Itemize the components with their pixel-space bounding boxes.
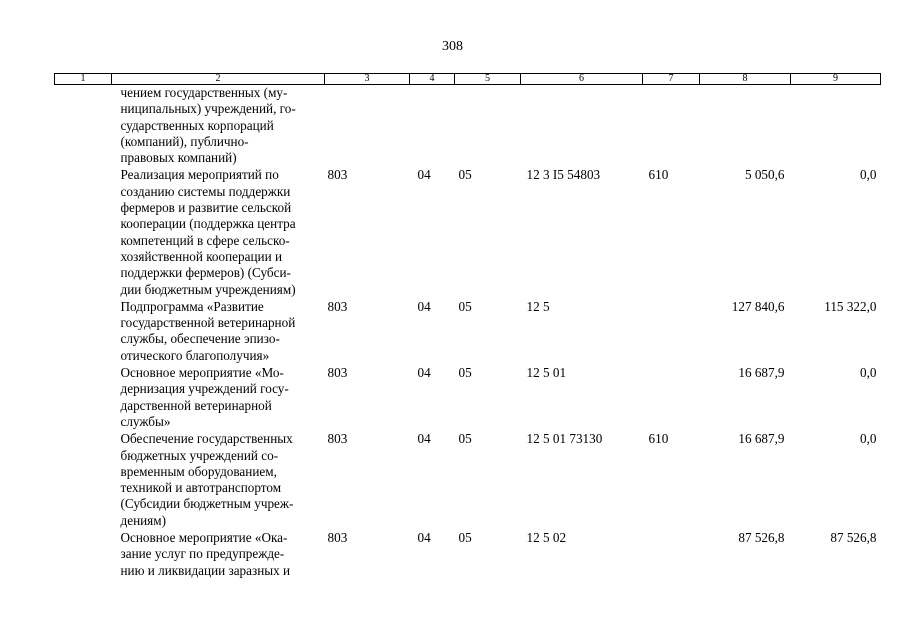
table-row — [55, 530, 881, 580]
table-body — [55, 85, 881, 580]
table-header — [55, 74, 881, 85]
item-name: Подпрограмма «Развитие государственной ветеринарной службы, обеспечение эпизо- отического благополучия» — [120, 298, 296, 363]
ministry-code: 803 — [327, 431, 348, 447]
item-name: Основное мероприятие «Ока- зание услуг по предупрежде- нию и ликвидации заразных и — [120, 530, 291, 578]
amount-year-1: 127 840,6 — [731, 298, 785, 314]
amount-year-2: 115 322,0 — [824, 298, 877, 314]
subsection-code: 05 — [458, 530, 472, 546]
ministry-code: 803 — [327, 365, 348, 381]
section-code — [410, 85, 455, 168]
row-number-cell — [55, 167, 112, 298]
row-number-cell — [55, 431, 112, 530]
amount-year-2: 0,0 — [860, 365, 877, 381]
subsection-code — [455, 85, 521, 168]
item-name: Основное мероприятие «Мо- дернизация учреждений госу- дарственной ветеринарной службы» — [120, 365, 289, 429]
amount-year-1: 5 050,6 — [744, 167, 785, 183]
item-name: Реализация мероприятий по созданию системы поддержки фермеров и развитие сельской кооперации (поддержка центра компетенций в сфере сельско- хозяйственной кооперации и поддержки фермеров) (Субси- дии бюджетным учреждениям) — [120, 167, 296, 297]
column-header: 4 — [410, 74, 455, 85]
expense-type-code: 610 — [648, 431, 669, 447]
expense-type-code: 610 — [648, 167, 669, 183]
row-number-cell — [55, 365, 112, 431]
table-row — [55, 167, 881, 298]
amount-year-2: 0,0 — [860, 167, 877, 183]
table-row — [55, 85, 881, 168]
column-header: 3 — [325, 74, 410, 85]
column-header: 6 — [521, 74, 643, 85]
table-row — [55, 299, 881, 365]
budget-table — [54, 73, 881, 580]
target-article-code: 12 5 02 — [526, 530, 567, 546]
column-header: 2 — [112, 74, 325, 85]
item-name: Обеспечение государственных бюджетных учреждений со- временным оборудованием, техникой и автотранспортом (Субсидии бюджетным учреж- дениям) — [120, 431, 294, 528]
expense-type-code — [643, 530, 700, 580]
target-article-code — [521, 85, 643, 168]
amount-year-1: 16 687,9 — [738, 365, 785, 381]
subsection-code: 05 — [458, 298, 472, 314]
item-name: чением государственных (му- ниципальных) учреждений, го- сударственных корпораций (компаний), публично- правовых компаний) — [120, 85, 296, 166]
column-header: 8 — [700, 74, 791, 85]
expense-type-code — [643, 365, 700, 431]
column-header: 1 — [55, 74, 112, 85]
ministry-code: 803 — [327, 167, 348, 183]
section-code: 04 — [417, 298, 431, 314]
column-header: 7 — [643, 74, 700, 85]
subsection-code: 05 — [458, 365, 472, 381]
amount-year-1: 87 526,8 — [738, 530, 785, 546]
target-article-code: 12 5 — [526, 298, 550, 314]
row-number-cell — [55, 530, 112, 580]
expense-type-code — [643, 85, 700, 168]
row-number-cell — [55, 299, 112, 365]
section-code: 04 — [417, 365, 431, 381]
amount-year-2: 87 526,8 — [830, 530, 877, 546]
expense-type-code — [643, 299, 700, 365]
section-code: 04 — [417, 431, 431, 447]
column-number-row — [55, 74, 881, 85]
amount-year-2: 0,0 — [860, 431, 877, 447]
table-row — [55, 365, 881, 431]
target-article-code: 12 5 01 — [526, 365, 567, 381]
column-header: 9 — [791, 74, 881, 85]
amount-year-1: 16 687,9 — [738, 431, 785, 447]
ministry-code: 803 — [327, 298, 348, 314]
ministry-code — [325, 85, 410, 168]
section-code: 04 — [417, 167, 431, 183]
column-header: 5 — [455, 74, 521, 85]
subsection-code: 05 — [458, 167, 472, 183]
target-article-code: 12 5 01 73130 — [526, 431, 603, 447]
section-code: 04 — [417, 530, 431, 546]
target-article-code: 12 3 I5 54803 — [526, 167, 601, 183]
row-number-cell — [55, 85, 112, 168]
subsection-code: 05 — [458, 431, 472, 447]
table-row — [55, 431, 881, 530]
amount-year-2 — [791, 85, 881, 168]
amount-year-1 — [700, 85, 791, 168]
page-number: 308 — [442, 39, 463, 54]
ministry-code: 803 — [327, 530, 348, 546]
